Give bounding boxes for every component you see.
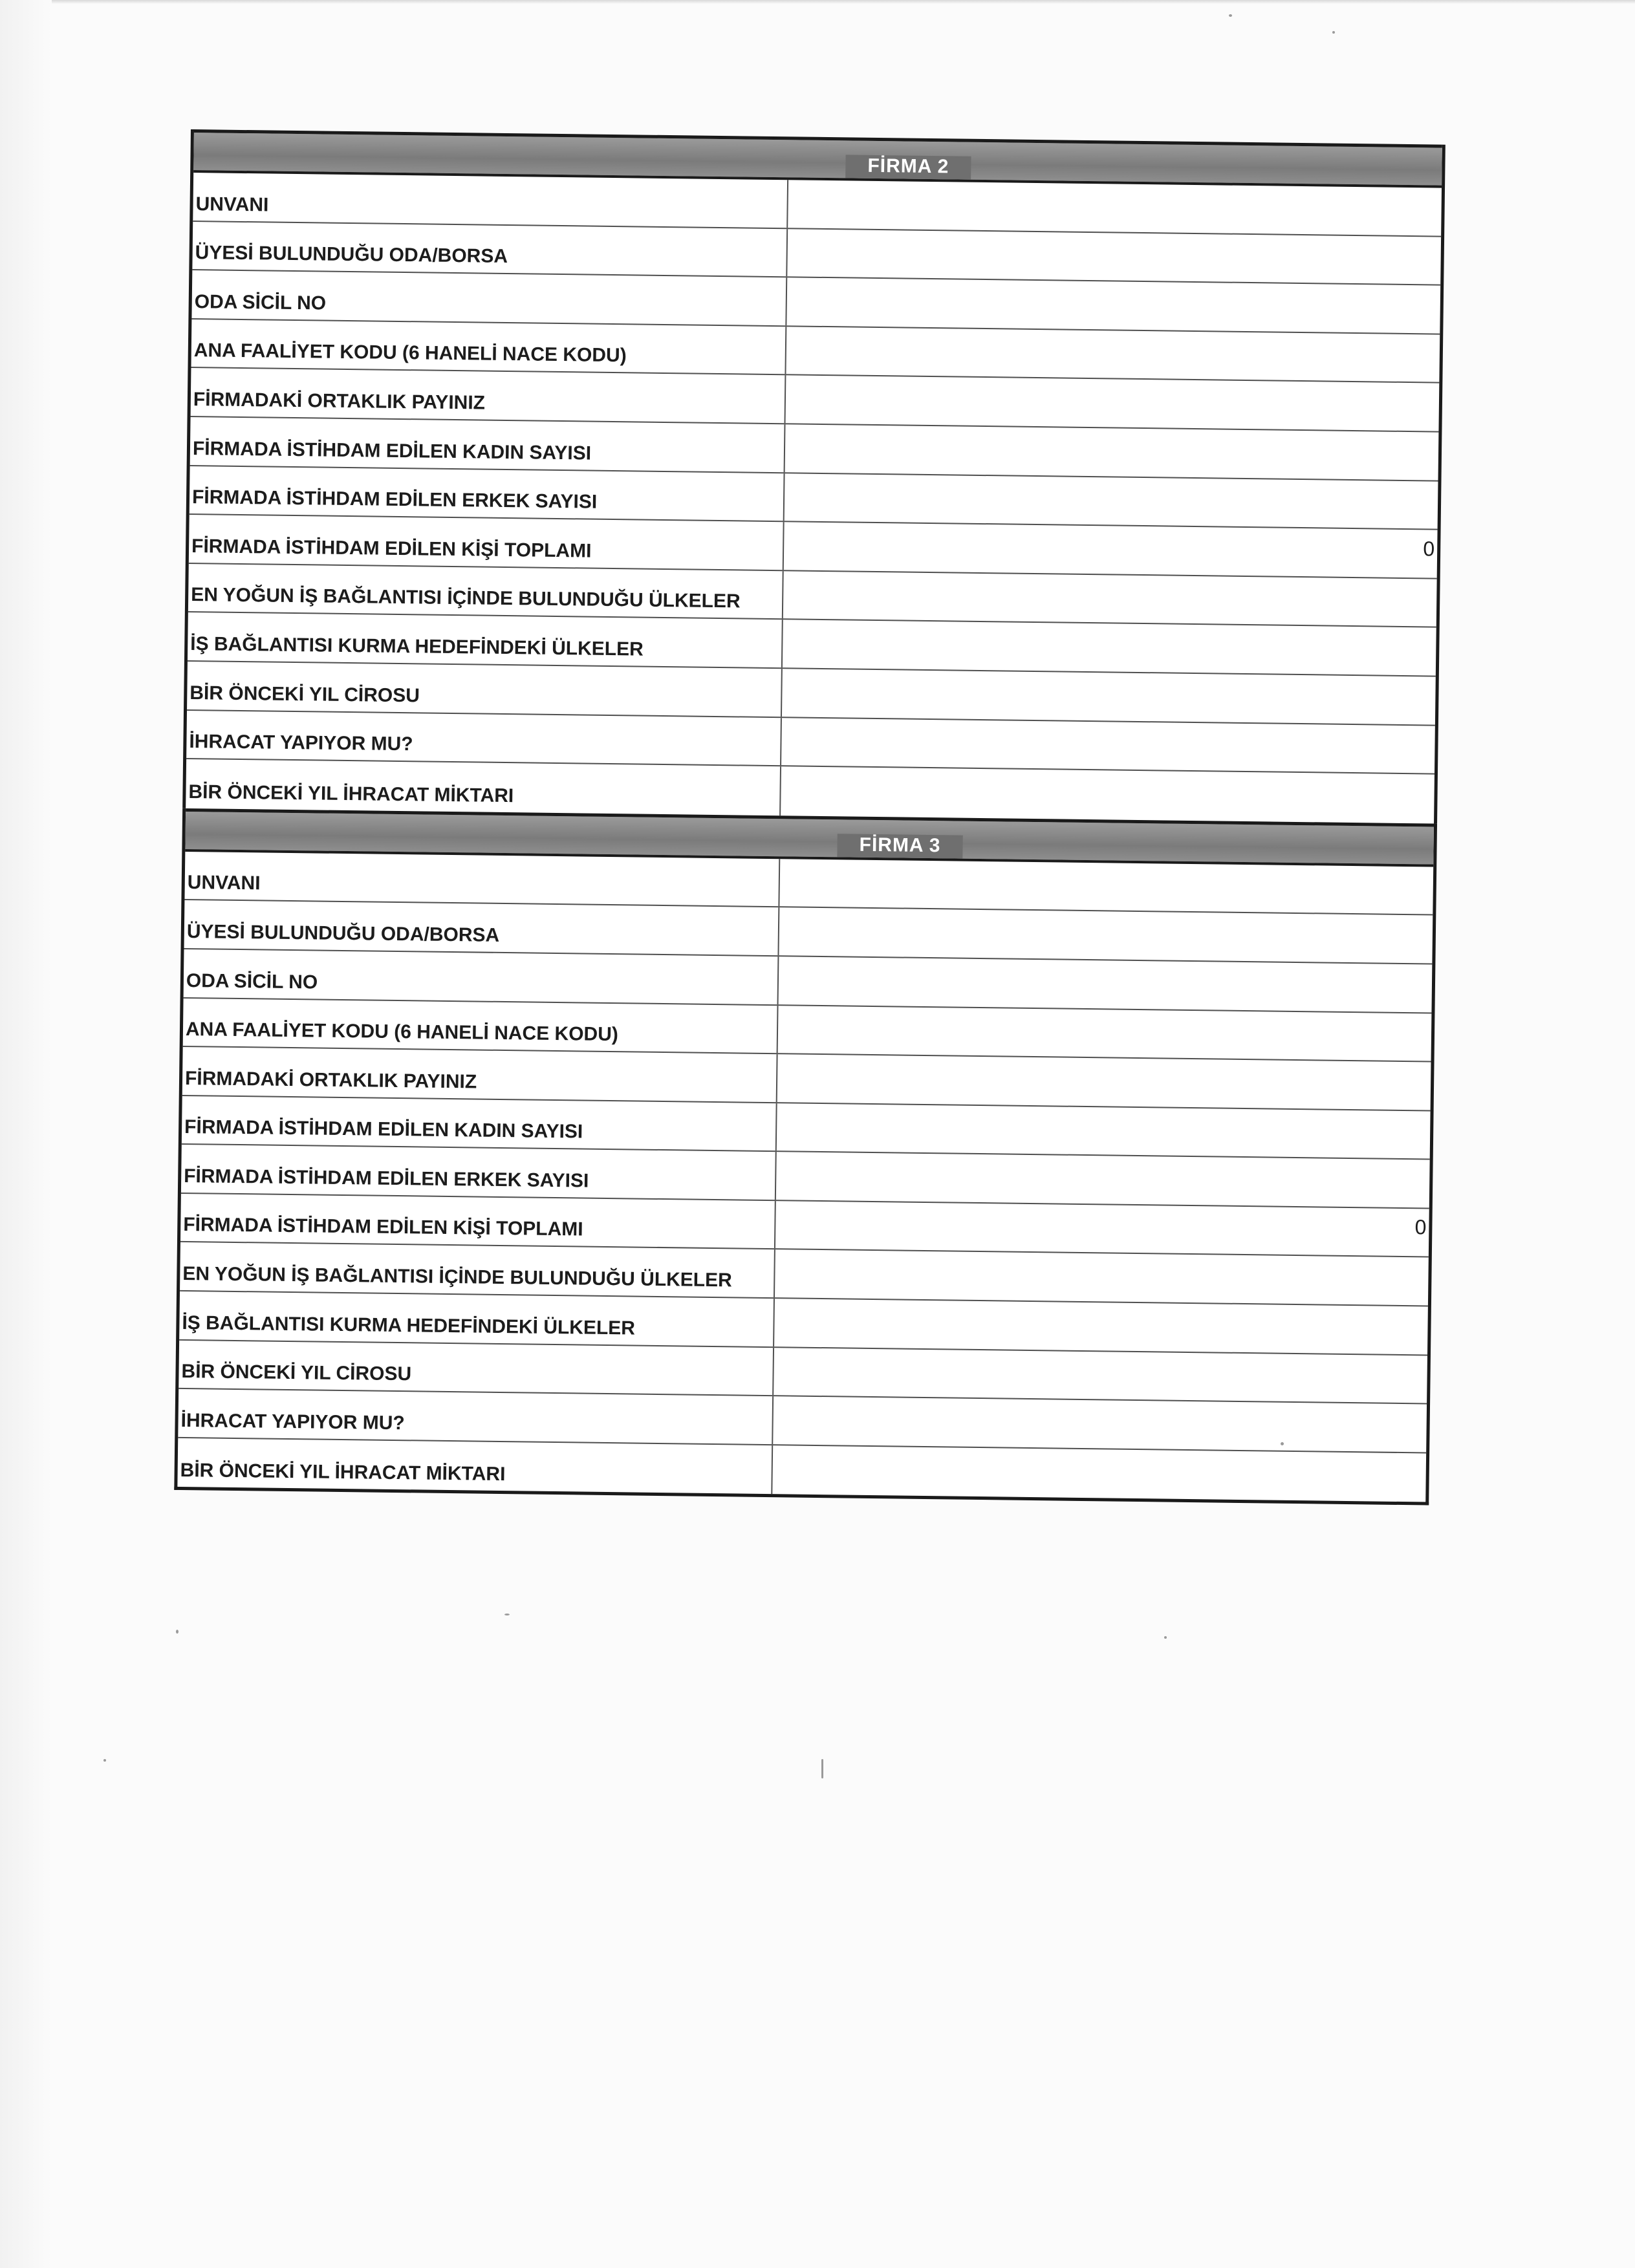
field-value: 0: [1414, 1215, 1427, 1239]
field-value: [781, 766, 1435, 823]
field-label: ÜYESİ BULUNDUĞU ODA/BORSA: [192, 222, 788, 277]
field-label: FİRMADAKİ ORTAKLIK PAYINIZ: [182, 1047, 778, 1102]
field-label: FİRMADAKİ ORTAKLIK PAYINIZ: [191, 368, 786, 423]
firma-section: [182, 129, 1446, 823]
field-value: [783, 620, 1436, 676]
field-label: FİRMADA İSTİHDAM EDİLEN ERKEK SAYISI: [181, 1145, 777, 1200]
field-value: [773, 1396, 1427, 1452]
field-label: BİR ÖNCEKİ YIL CİROSU: [179, 1341, 774, 1396]
scan-speck: [1281, 1442, 1284, 1445]
field-label: EN YOĞUN İŞ BAĞLANTISI İÇİNDE BULUNDUĞU ÜLKELER: [180, 1242, 775, 1297]
field-value: [785, 473, 1438, 529]
field-value: [779, 908, 1433, 964]
field-label: ANA FAALİYET KODU (6 HANELİ NACE KODU): [191, 319, 787, 374]
field-value: [786, 327, 1440, 382]
field-value: [778, 1006, 1432, 1061]
field-label: ÜYESİ BULUNDUĞU ODA/BORSA: [184, 900, 780, 955]
field-value: [777, 1054, 1431, 1110]
scan-speck: [103, 1759, 106, 1762]
field-label: İHRACAT YAPIYOR MU?: [178, 1389, 774, 1444]
firma-title: FİRMA 2: [845, 155, 971, 179]
field-label: İŞ BAĞLANTISI KURMA HEDEFİNDEKİ ÜLKELER: [188, 612, 783, 667]
scan-edge-top: [0, 0, 1635, 4]
firma-section: [174, 808, 1437, 1506]
field-value: [774, 1348, 1427, 1403]
field-value: [786, 277, 1440, 333]
field-label: ODA SİCİL NO: [184, 949, 779, 1004]
firma-title: FİRMA 3: [837, 834, 962, 858]
field-value: 0: [1423, 537, 1435, 561]
field-label: BİR ÖNCEKİ YIL İHRACAT MİKTARI: [186, 759, 781, 815]
field-label: FİRMADA İSTİHDAM EDİLEN KADIN SAYISI: [190, 417, 786, 472]
scan-speck: [504, 1614, 510, 1615]
field-value: [786, 376, 1440, 431]
field-label: UNVANI: [193, 173, 788, 228]
field-value: [782, 669, 1436, 724]
field-value: [785, 424, 1439, 480]
field-value: [777, 1103, 1431, 1159]
field-label: İŞ BAĞLANTISI KURMA HEDEFİNDEKİ ÜLKELER: [179, 1291, 775, 1346]
field-label: FİRMADA İSTİHDAM EDİLEN KİŞİ TOPLAMI: [189, 515, 785, 570]
field-label: ODA SİCİL NO: [191, 270, 787, 325]
field-value: [781, 718, 1435, 773]
field-value: [788, 180, 1442, 235]
firm-info-form: [174, 129, 1446, 1506]
field-label: UNVANI: [184, 852, 780, 907]
field-value: [772, 1445, 1426, 1502]
field-value: [775, 1250, 1429, 1306]
scan-edge-left: [0, 0, 52, 2268]
scan-speck: [1229, 14, 1232, 17]
field-label: İHRACAT YAPIYOR MU?: [186, 711, 782, 766]
scan-speck: [1332, 31, 1335, 34]
field-label: BİR ÖNCEKİ YIL İHRACAT MİKTARI: [177, 1438, 773, 1495]
field-label: FİRMADA İSTİHDAM EDİLEN KADIN SAYISI: [182, 1096, 777, 1151]
field-label: ANA FAALİYET KODU (6 HANELİ NACE KODU): [183, 998, 779, 1053]
field-value: [787, 229, 1441, 285]
scan-speck: [821, 1759, 823, 1778]
field-label: FİRMADA İSTİHDAM EDİLEN KİŞİ TOPLAMI: [180, 1194, 776, 1249]
field-value: [779, 956, 1433, 1012]
field-value: [783, 571, 1437, 627]
field-value: [774, 1299, 1428, 1354]
scan-speck: [176, 1630, 179, 1634]
field-label: EN YOĞUN İŞ BAĞLANTISI İÇİNDE BULUNDUĞU ÜLKELER: [188, 564, 784, 619]
field-label: FİRMADA İSTİHDAM EDİLEN ERKEK SAYISI: [189, 466, 785, 521]
field-label: BİR ÖNCEKİ YIL CİROSU: [187, 662, 783, 717]
field-value: [776, 1152, 1430, 1207]
scan-speck: [1164, 1636, 1167, 1639]
field-value: [779, 859, 1433, 914]
